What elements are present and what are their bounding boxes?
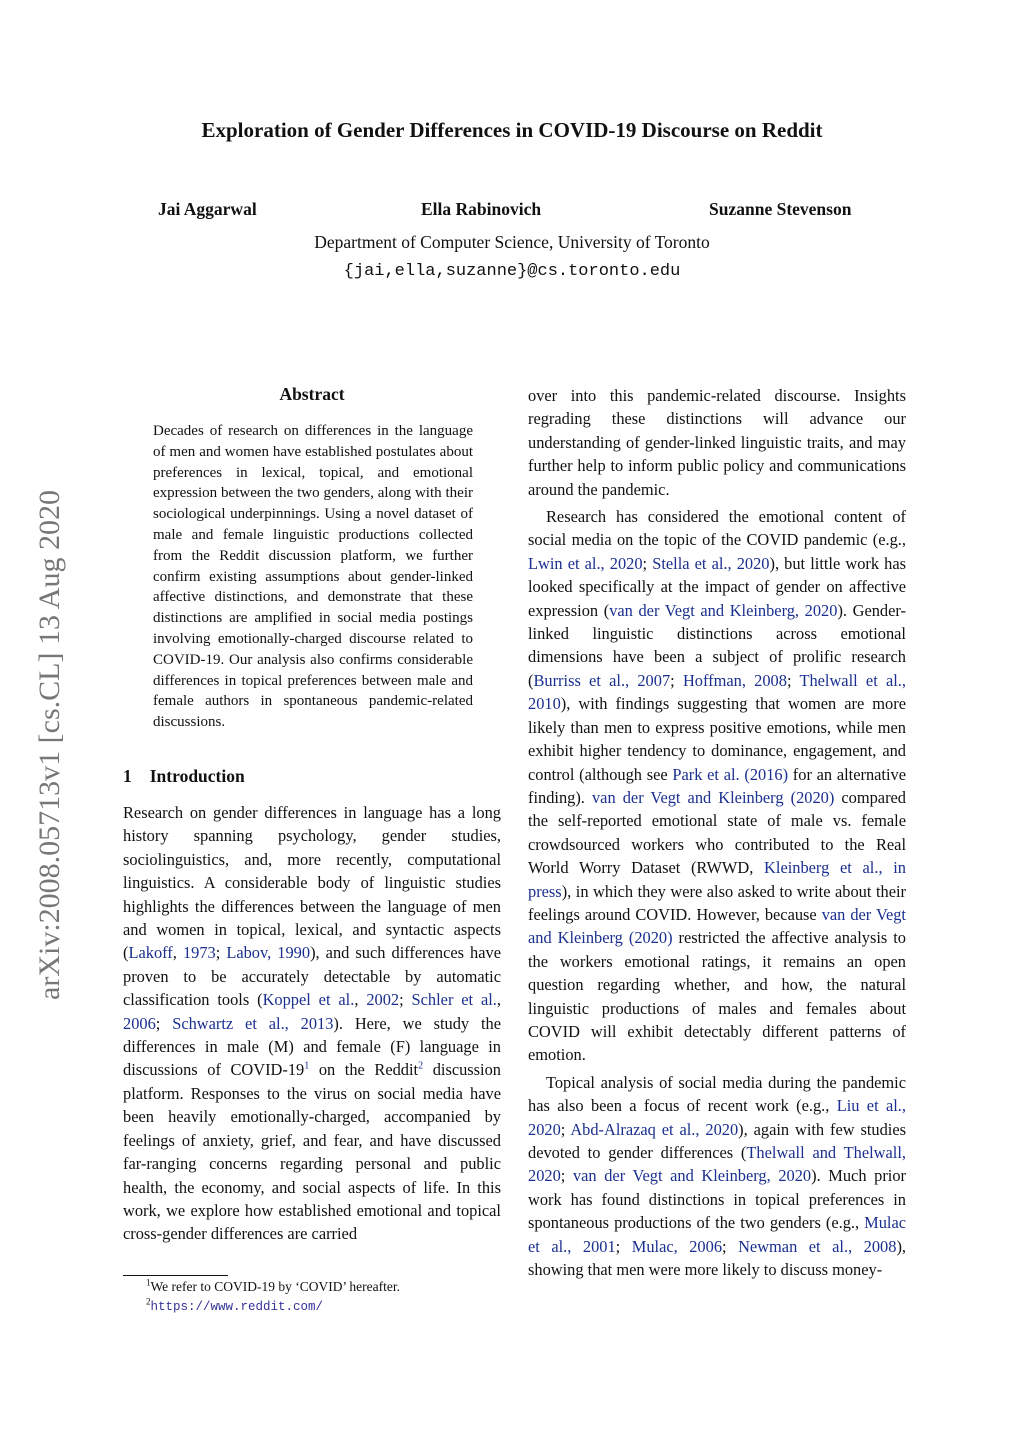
citation-link[interactable]: Mulac et al., 2001 [528, 1213, 906, 1256]
citation-link[interactable]: Liu et al., 2020 [528, 1096, 906, 1139]
footnote-url-link[interactable]: https://www.reddit.com/ [150, 1300, 324, 1314]
footnote-number: 2 [146, 1296, 151, 1307]
text-run: discussion platform. Responses to the virus on social media have been heavily emotionally-charged, accompanied by feelings of anxiety, grief, and fear, and have discussed far-ranging concerns regarding personal and public health, the economy, and social aspects of life. In this work, we explore how established emotional and topical cross-gender differences are carried [123, 1060, 501, 1244]
intro-paragraph: Research on gender differences in language has a long history spanning psychology, gender studies, sociolinguistics, and, more recently, computational linguistics. A considerable body of linguistic studies highlights the differences between the language of men and women in topical, lexical, and syntactic aspects (Lakoff, 1973; Labov, 1990), and such differences have proven to be accurately detectable by automatic classification tools (Koppel et al., 2002; Schler et al., 2006; Schwartz et al., 2013). Here, we study the differences in male (M) and female (F) language in discussions of COVID-19$^1$ on the Reddit$^2$ discussion platform. Responses to the virus on social media have been heavily emotionally-charged, accompanied by feelings of anxiety, grief, and fear, and have discussed far-ranging concerns regarding personal and public health, the economy, and social aspects of life. In this work, we explore how established emotional and topical cross-gender differences are carried [123, 803, 502, 1244]
citation-link[interactable]: Newman et al., 2008 [738, 1236, 897, 1256]
citation-link[interactable]: Hoffman, 2008 [682, 670, 787, 690]
footnote-number: 1 [146, 1277, 151, 1288]
text-run: ), with findings suggesting that women are more likely than men to express positive emotions, while men exhibit higher tendency to dominance, engagement, and control (although see [528, 694, 906, 784]
citation-link[interactable]: Labov, 1990 [226, 943, 311, 963]
text-run: Research on gender differences in language has a long history spanning psychology, gender studies, sociolinguistics, and, more recently, computational linguistics. A considerable body of linguistic studies highlights the differences between the language of men and women in topical, lexical, and syntactic aspects ( [123, 803, 501, 963]
paper-title: Exploration of Gender Differences in COVID-19 Discourse on Reddit [201, 118, 823, 142]
citation-link[interactable]: 2006 [123, 1013, 156, 1033]
citation-link[interactable]: Burriss et al., 2007 [533, 670, 671, 690]
text-run: for an alternative finding). [528, 764, 906, 807]
section-title: Introduction [149, 766, 245, 786]
author-name: Suzanne Stevenson [709, 199, 852, 219]
citation-link[interactable]: Lakoff [128, 943, 173, 963]
text-run: ), again with few studies devoted to gender differences ( [528, 1119, 907, 1162]
text-run: Research has considered the emotional content of social media on the topic of the COVID pandemic (e.g., [528, 507, 906, 550]
footnote [146, 1279, 400, 1295]
footnote-text: We refer to COVID-19 by ‘COVID’ hereafter. [150, 1279, 400, 1294]
footnote-rule [123, 1275, 228, 1276]
text-run: on the Reddit [309, 1060, 419, 1080]
paragraph: Research has considered the emotional content of social media on the topic of the COVID pandemic (e.g., Lwin et al., 2020; Stella et al., 2020), but little work has looked specifically at the impact of gender on affective expression (van der Vegt and Kleinberg, 2020). Gender-linked linguistic distinctions across emotional dimensions have been a subject of prolific research (Burriss et al., 2007; Hoffman, 2008; Thelwall et al., 2010), with findings suggesting that women are more likely than men to express positive emotions, while men exhibit higher tendency to dominance, engagement, and control (although see Park et al. (2016) for an alternative finding). van der Vegt and Kleinberg (2020) compared the self-reported emotional state of male vs. female crowdsourced workers who contributed to the Real World Worry Dataset (RWWD, Kleinberg et al., in press), in which they were also asked to write about their feelings around COVID. However, because van der Vegt and Kleinberg (2020) restricted the affective analysis to the workers emotional ratings, it remains an open question regarding whether, and how, the natural linguistic productions of males and females about COVID will exhibit detectably different patterns of emotion. [528, 507, 907, 1065]
text-run: ). Much prior work has found distinctions in topical preferences in spontaneous productions of the two genders (e.g., [528, 1166, 906, 1233]
citation-link[interactable]: 1973 [182, 943, 216, 963]
citation-link[interactable]: Stella et al., 2020 [652, 553, 770, 573]
citation-link[interactable]: Schwartz et al., 2013 [172, 1013, 334, 1033]
citation-link[interactable]: van der Vegt and Kleinberg [528, 904, 906, 948]
citation-link[interactable]: 2002 [366, 990, 400, 1010]
citation-link[interactable]: Schler et al. [411, 990, 497, 1010]
text-run: ). Here, we study the differences in male (M) and female (F) language in discussions of COVID-19 [123, 1013, 501, 1080]
section-heading [123, 766, 245, 787]
footnote-marker[interactable]: 2 [418, 1061, 424, 1072]
citation-link[interactable]: Abd-Alrazaq et al., 2020 [570, 1119, 739, 1139]
citation-link[interactable]: Thelwall et al., 2010 [528, 670, 907, 714]
text-run: Topical analysis of social media during the pandemic has also been a focus of recent work (e.g., [528, 1072, 906, 1116]
citation-link[interactable]: (2020) [790, 787, 835, 807]
citation-link[interactable]: Lwin et al., 2020 [528, 553, 643, 573]
text-run: ), and such differences have proven to be accurately detectable by automatic classification tools ( [123, 943, 501, 1010]
paragraph: over into this pandemic-related discourse. Insights regrading these distinctions will advance our understanding of gender-linked linguistic traits, and may further help to inform public policy and communications around the pandemic. [528, 386, 906, 499]
paragraph: Topical analysis of social media during the pandemic has also been a focus of recent work (e.g., Liu et al., 2020; Abd-Alrazaq et al., 2020), again with few studies devoted to gender differences (Thelwall and Thelwall, 2020; van der Vegt and Kleinberg, 2020). Much prior work has found distinctions in topical preferences in spontaneous productions of the two genders (e.g., Mulac et al., 2001; Mulac, 2006; Newman et al., 2008), showing that men were more likely to discuss money- [528, 1072, 907, 1280]
abstract-text: Decades of research on differences in the language of men and women have established postulates about preferences in lexical, topical, and emotional expression between the two genders, along with their sociological underpinnings. Using a novel dataset of male and female linguistic productions collected from the Reddit discussion platform, we further confirm existing assumptions about gender-linked affective distinctions, and demonstrate that these distinctions are amplified in social media postings involving emotionally-charged discourse related to COVID-19. Our analysis also confirms considerable differences in topical preferences between male and female authors in spontaneous pandemic-related discussions. [153, 423, 473, 731]
text-run: ), showing that men were more likely to discuss money- [528, 1236, 906, 1280]
citation-link[interactable]: van der Vegt and Kleinberg, 2020 [572, 1166, 812, 1186]
section-number: 1 [123, 766, 132, 786]
text-run: restricted the affective analysis to the workers emotional ratings, it remains an open question regarding whether, and how, the natural linguistic productions of males and females about COVID will exhibit detectably different patterns of emotion. [528, 928, 906, 1065]
text-run: ). Gender-linked linguistic distinctions across emotional dimensions have been a subject of prolific research ( [528, 600, 906, 690]
right-column [528, 384, 906, 1281]
citation-link[interactable]: Mulac, 2006 [631, 1236, 723, 1256]
citation-link[interactable]: Koppel et al. [262, 990, 355, 1010]
text-run: ), in which they were also asked to write about their feelings around COVID. However, because [528, 881, 906, 924]
citation-link[interactable]: van der Vegt and Kleinberg, 2020 [609, 600, 838, 620]
author-name: Ella Rabinovich [421, 199, 542, 219]
citation-link[interactable]: (2016) [744, 764, 789, 784]
abstract-heading: Abstract [279, 384, 345, 404]
text-run: compared the self-reported emotional state of male vs. female crowdsourced workers who contributed to the Real World Worry Dataset (RWWD, [528, 787, 907, 878]
citation-link[interactable]: Kleinberg et al., in press [528, 858, 906, 901]
author-name: Jai Aggarwal [158, 199, 257, 219]
citation-link[interactable]: Thelwall and Thelwall, 2020 [528, 1143, 906, 1186]
citation-link[interactable]: van der Vegt and Kleinberg [591, 787, 784, 807]
footnote-marker[interactable]: 1 [304, 1061, 310, 1072]
affiliation: Department of Computer Science, University of Toronto [314, 232, 710, 252]
arxiv-stamp: arXiv:2008.05713v1 [cs.CL] 13 Aug 2020 [33, 490, 66, 1000]
author-email: {jai,ella,suzanne}@cs.toronto.edu [343, 262, 681, 281]
citation-link[interactable]: Park et al. [672, 764, 740, 784]
text-run: ), but little work has looked specifically at the impact of gender on affective expression ( [528, 553, 906, 620]
footnote [146, 1298, 323, 1314]
citation-link[interactable]: (2020) [628, 928, 673, 948]
abstract-body [153, 421, 473, 733]
